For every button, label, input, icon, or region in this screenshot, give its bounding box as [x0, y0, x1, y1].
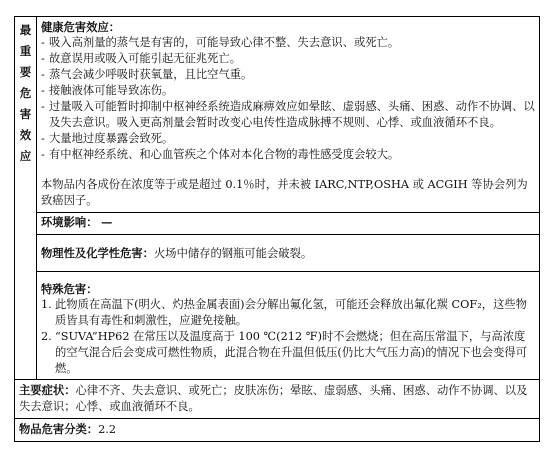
- health-hazard-title: 健康危害效应：: [41, 20, 121, 34]
- side-label-char: 危: [19, 86, 32, 100]
- symptoms-label: 主要症状：: [19, 383, 76, 397]
- item-number: 2.: [41, 330, 52, 343]
- classification-label: 物品危害分类：: [19, 422, 99, 436]
- list-item: - 故意误用或吸入可能引起无征兆死亡。: [41, 52, 242, 65]
- side-label-char: 重: [19, 44, 32, 58]
- list-item: [41, 329, 535, 377]
- physical-value: 火场中储存的钢瓶可能会破裂。: [153, 247, 313, 260]
- symptoms-value: 心律不齐、失去意识、或死亡；皮肤冻伤；晕眩、虚弱感、头痛、困惑、动作不协调、以及失去意识；心悸、或血液循环不良。: [19, 384, 528, 413]
- item-number: 1.: [41, 298, 52, 311]
- list-item: - 过量吸入可能暂时抑制中枢神经系统造成麻痹效应如晕眩、虚弱感、头痛、困惑、动作不协调、以及失去意识。吸入更高剂量会暂时改变心电传性造成脉搏不规则、心悸、或血液循环不良。: [41, 100, 535, 129]
- list-item: - 大量地过度暴露会致死。: [41, 132, 174, 145]
- side-label: [15, 17, 37, 379]
- carcinogen-note: 本物品内各成份在浓度等于或是超过 0.1％时，并未被 IARC,NTP,OSHA 或 ACGIH 等协会列为致癌因子。: [41, 178, 528, 207]
- special-hazard-title: 特殊危害：: [41, 282, 98, 296]
- main-symptoms: [15, 380, 539, 419]
- environment-label: 环境影响：: [41, 215, 98, 229]
- environment-impact: [37, 213, 539, 235]
- item-text: 此物质在高温下(明火、灼热金属表面)会分解出氟化氢，可能还会释放出氟化羰 COF₂，这些物质皆具有毒性和刺激性，应避免接触。: [55, 298, 527, 327]
- list-item: - 蒸气会减少呼吸时获氧量，且比空气重。: [41, 68, 253, 81]
- list-item: - 吸入高剂量的蒸气是有害的，可能导致心律不整、失去意识、或死亡。: [41, 36, 400, 49]
- special-hazard-block: [37, 272, 539, 379]
- item-text: “SUVA”HP62 在常压以及温度高于 100 ℃(212 ℉)时不会燃烧；但在高压常温下，与高浓度的空气混合后会变成可燃性物质，此混合物在升温但低压(仍比大气压力高)的情况下也会变得可燃。: [55, 330, 527, 375]
- hazard-table: [14, 16, 540, 442]
- main-hazard-section: [15, 17, 539, 380]
- physical-label: 物理性及化学性危害：: [41, 246, 154, 260]
- hazard-classification: [15, 419, 539, 441]
- side-label-char: 害: [19, 107, 32, 121]
- list-item: [41, 297, 535, 329]
- hazard-details: [37, 17, 539, 379]
- health-hazard-block: [37, 17, 539, 213]
- side-label-char: 应: [19, 149, 32, 163]
- list-item: - 接触液体可能导致冻伤。: [41, 84, 174, 97]
- physical-chemical-hazard: [37, 235, 539, 272]
- environment-value: —: [101, 215, 113, 229]
- classification-value: 2.2: [98, 423, 117, 436]
- list-item: - 有中枢神经系统、和心血管疾之个体对本化合物的毒性感受度会较大。: [41, 148, 400, 161]
- side-label-char: 最: [19, 23, 32, 37]
- side-label-char: 效: [19, 128, 32, 142]
- side-label-char: 要: [19, 65, 32, 79]
